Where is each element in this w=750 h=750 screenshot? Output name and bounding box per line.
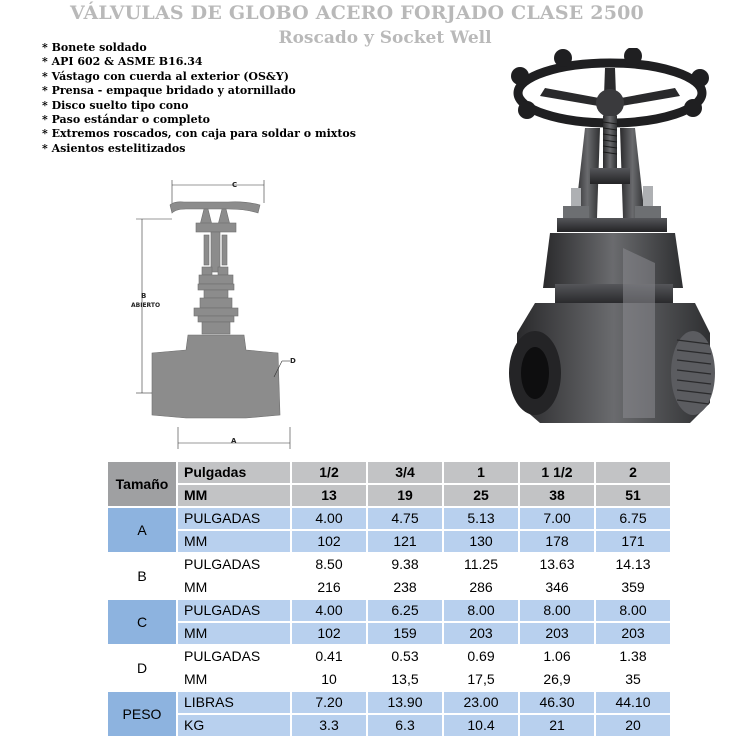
table-cell: 359 [596,577,670,598]
table-cell: 238 [368,577,442,598]
row-unit: PULGADAS [178,508,290,529]
unit-header: Pulgadas [178,462,290,483]
table-row [108,600,670,621]
table-cell: 6.3 [368,715,442,736]
unit-header: MM [178,485,290,506]
table-cell: 216 [292,577,366,598]
feature-item: * Vástago con cuerda al exterior (OS&Y) [42,69,289,83]
table-cell: 10.4 [444,715,518,736]
size-mm: 19 [368,485,442,506]
row-label: D [108,646,176,690]
table-cell: 178 [520,531,594,552]
size-in: 3/4 [368,462,442,483]
row-unit: PULGADAS [178,646,290,667]
table-cell: 3.3 [292,715,366,736]
table-cell: 6.75 [596,508,670,529]
table-cell: 0.69 [444,646,518,667]
size-in: 1 [444,462,518,483]
table-cell: 4.75 [368,508,442,529]
table-cell: 13,5 [368,669,442,690]
table-cell: 1.38 [596,646,670,667]
dimension-label-d: D [290,357,296,365]
table-row [108,508,670,529]
page-subtitle: Roscado y Socket Well [278,28,492,48]
dimension-label-a: A [231,437,237,445]
table-cell: 8.00 [596,600,670,621]
size-mm: 51 [596,485,670,506]
row-unit: MM [178,669,290,690]
table-cell: 4.00 [292,600,366,621]
row-label: C [108,600,176,644]
table-row [108,715,670,736]
page-title: VÁLVULAS DE GLOBO ACERO FORJADO CLASE 2500 [70,2,644,24]
row-unit: MM [178,577,290,598]
row-unit: MM [178,623,290,644]
specifications-table [106,460,672,738]
table-cell: 46.30 [520,692,594,713]
size-in: 2 [596,462,670,483]
row-unit: PULGADAS [178,554,290,575]
dimension-label-c: C [232,181,238,189]
row-label: B [108,554,176,598]
table-cell: 171 [596,531,670,552]
table-cell: 346 [520,577,594,598]
table-cell: 8.50 [292,554,366,575]
table-cell: 1.06 [520,646,594,667]
feature-item: * Disco suelto tipo cono [42,98,189,112]
valve-dimension-drawing [128,175,303,450]
dimension-label-b: B [141,292,147,300]
row-unit: MM [178,531,290,552]
table-cell: 130 [444,531,518,552]
table-cell: 203 [596,623,670,644]
row-unit: PULGADAS [178,600,290,621]
table-row [108,577,670,598]
table-row [108,669,670,690]
table-cell: 7.00 [520,508,594,529]
feature-item: * Asientos estelitizados [42,141,186,155]
table-row [108,531,670,552]
table-cell: 13.90 [368,692,442,713]
table-header-row [108,462,670,483]
table-cell: 26,9 [520,669,594,690]
row-unit: LIBRAS [178,692,290,713]
size-mm: 13 [292,485,366,506]
table-cell: 20 [596,715,670,736]
dimension-label-abierto: ABIERTO [131,302,161,309]
size-mm: 25 [444,485,518,506]
feature-item: * Bonete soldado [42,41,147,54]
table-cell: 203 [444,623,518,644]
table-cell: 6.25 [368,600,442,621]
table-cell: 10 [292,669,366,690]
table-cell: 102 [292,531,366,552]
table-cell: 11.25 [444,554,518,575]
table-cell: 13.63 [520,554,594,575]
table-cell: 35 [596,669,670,690]
row-label: PESO [108,692,176,736]
table-row [108,554,670,575]
size-in: 1/2 [292,462,366,483]
table-cell: 17,5 [444,669,518,690]
row-label: A [108,508,176,552]
size-in: 1 1/2 [520,462,594,483]
table-cell: 44.10 [596,692,670,713]
table-cell: 0.53 [368,646,442,667]
valve-photo [505,48,720,433]
table-cell: 23.00 [444,692,518,713]
table-cell: 286 [444,577,518,598]
table-row [108,623,670,644]
table-cell: 21 [520,715,594,736]
table-row [108,692,670,713]
feature-item: * Extremos roscados, con caja para soldar o mixtos [42,127,356,141]
table-cell: 159 [368,623,442,644]
table-cell: 7.20 [292,692,366,713]
table-cell: 121 [368,531,442,552]
feature-list [42,41,356,156]
feature-item: * API 602 & ASME B16.34 [42,55,203,69]
feature-item: * Paso estándar o completo [42,113,211,127]
table-row [108,646,670,667]
table-cell: 203 [520,623,594,644]
table-cell: 5.13 [444,508,518,529]
table-cell: 9.38 [368,554,442,575]
table-header-row [108,485,670,506]
table-cell: 8.00 [520,600,594,621]
size-mm: 38 [520,485,594,506]
feature-item: * Prensa - empaque bridado y atornillado [42,84,296,98]
table-cell: 8.00 [444,600,518,621]
table-cell: 0.41 [292,646,366,667]
size-header: Tamaño [108,462,176,506]
table-cell: 4.00 [292,508,366,529]
table-cell: 102 [292,623,366,644]
row-unit: KG [178,715,290,736]
table-cell: 14.13 [596,554,670,575]
